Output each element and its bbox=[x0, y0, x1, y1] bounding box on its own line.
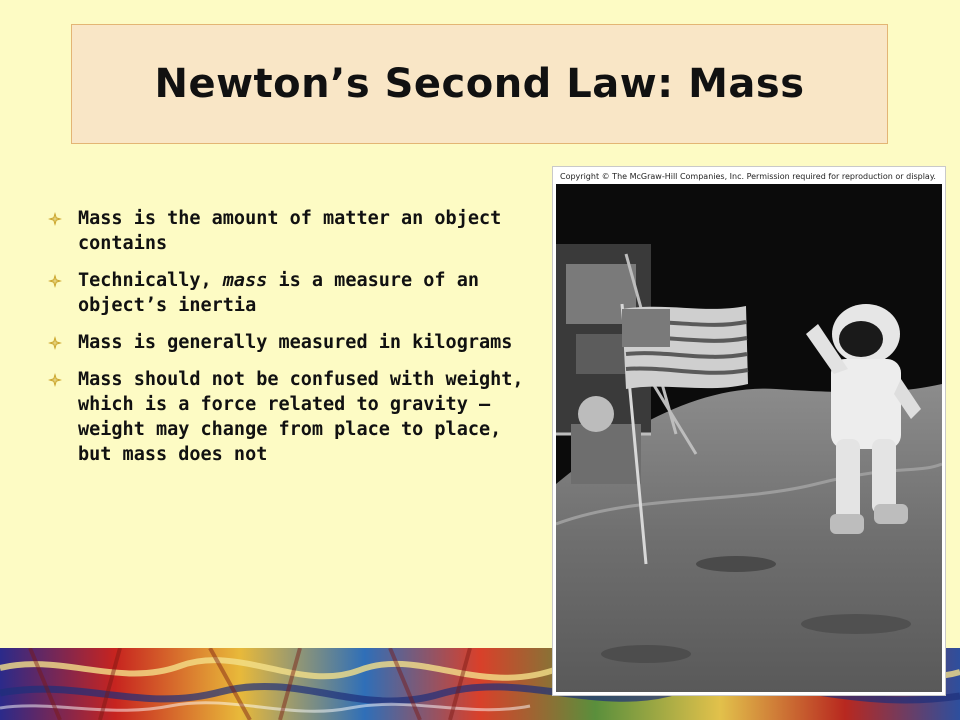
bullet-emphasis: mass bbox=[222, 270, 268, 291]
diamond-bullet-icon bbox=[48, 336, 62, 350]
bullet-list bbox=[48, 206, 530, 479]
bullet-item bbox=[48, 367, 530, 467]
bullet-text: Mass is the amount of matter an object contains bbox=[78, 208, 502, 254]
title-box bbox=[71, 24, 888, 144]
bullet-item bbox=[48, 268, 530, 318]
astronaut-flag-scene bbox=[556, 184, 942, 692]
bullet-text: Mass is generally measured in kilograms bbox=[78, 332, 513, 353]
bullet-item bbox=[48, 330, 530, 355]
bullet-text: Mass should not be confused with weight, which is a force related to gravity – weight may change from place to place, but mass does not bbox=[78, 369, 524, 465]
photo-copyright-caption: Copyright © The McGraw-Hill Companies, Inc. Permission required for reproduction or display. bbox=[560, 172, 936, 181]
bullet-item bbox=[48, 206, 530, 256]
diamond-bullet-icon bbox=[48, 212, 62, 226]
flag bbox=[622, 306, 748, 389]
diamond-bullet-icon bbox=[48, 373, 62, 387]
bullet-text-after: is a measure of an object’s inertia bbox=[78, 270, 479, 316]
diamond-bullet-icon bbox=[48, 274, 62, 288]
bullet-text-before: Technically, bbox=[78, 270, 223, 291]
moon-photo bbox=[552, 166, 946, 696]
slide-title: Newton’s Second Law: Mass bbox=[154, 61, 805, 107]
